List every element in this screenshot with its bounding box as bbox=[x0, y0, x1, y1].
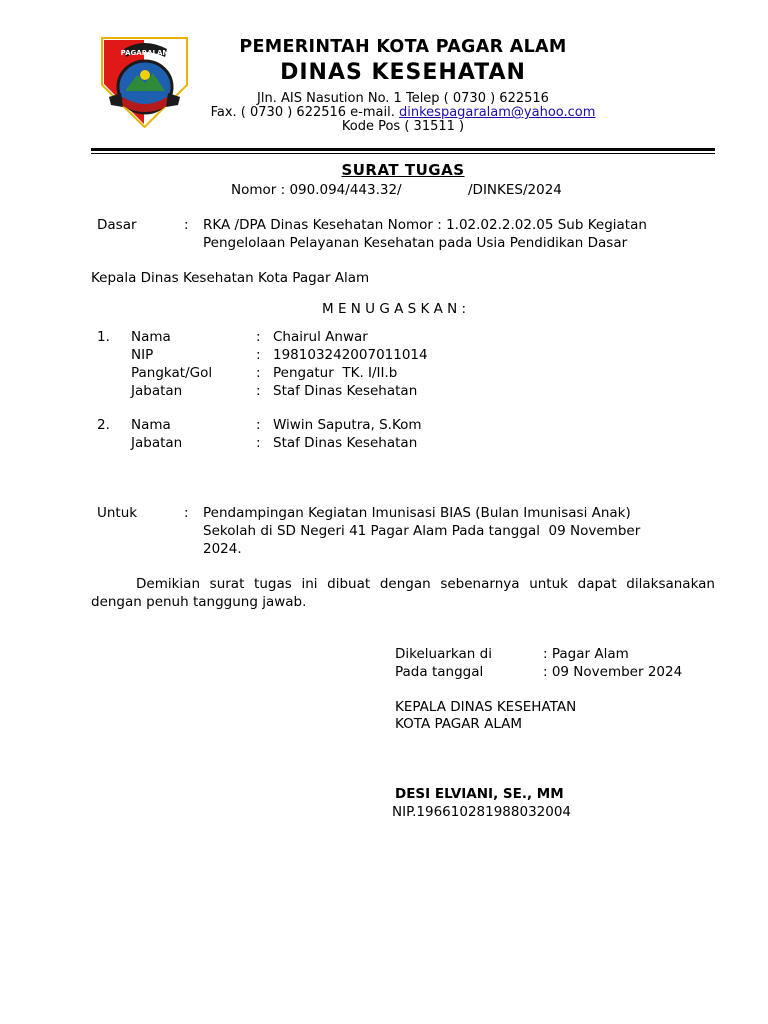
document-number-left: Nomor : 090.094/443.32/ bbox=[231, 182, 402, 198]
person-1-number: 1. bbox=[97, 329, 110, 345]
issued-place-label: Dikeluarkan di bbox=[395, 646, 492, 662]
dasar-label: Dasar bbox=[97, 217, 137, 233]
person-2-name-value: Wiwin Saputra, S.Kom bbox=[273, 417, 422, 433]
person-1-rank-value: Pengatur TK. I/II.b bbox=[273, 365, 398, 381]
issued-date-value: : 09 November 2024 bbox=[543, 664, 683, 680]
untuk-colon: : bbox=[184, 505, 189, 521]
document-number-right: /DINKES/2024 bbox=[468, 182, 562, 198]
signatory-position-1: KEPALA DINAS KESEHATAN bbox=[395, 699, 577, 715]
issued-place-value: : Pagar Alam bbox=[543, 646, 629, 662]
letterhead-fax: Fax. ( 0730 ) 622516 e-mail. bbox=[210, 105, 399, 120]
instruction-heading: M E N U G A S K A N : bbox=[322, 301, 467, 317]
untuk-line-1: Pendampingan Kegiatan Imunisasi BIAS (Bulan Imunisasi Anak) bbox=[203, 505, 631, 521]
person-2-position-colon: : bbox=[256, 435, 261, 451]
person-1-name-label: Nama bbox=[131, 329, 171, 345]
closing-paragraph: Demikian surat tugas ini dibuat dengan sebenarnya untuk dapat dilaksanakan dengan penuh tanggung jawab. bbox=[91, 576, 715, 610]
signatory-name: DESI ELVIANI, SE., MM bbox=[395, 786, 564, 802]
person-1-rank-label: Pangkat/Gol bbox=[131, 365, 213, 381]
person-1-name-colon: : bbox=[256, 329, 261, 345]
person-1-nip-value: 198103242007011014 bbox=[273, 347, 428, 363]
person-2-name-label: Nama bbox=[131, 417, 171, 433]
untuk-line-3: 2024. bbox=[203, 541, 242, 557]
issuer-statement: Kepala Dinas Kesehatan Kota Pagar Alam bbox=[91, 270, 370, 286]
person-2-position-value: Staf Dinas Kesehatan bbox=[273, 435, 418, 451]
person-1-position-label: Jabatan bbox=[131, 383, 183, 399]
person-2-position-label: Jabatan bbox=[131, 435, 183, 451]
dasar-colon: : bbox=[184, 217, 189, 233]
person-2-number: 2. bbox=[97, 417, 110, 433]
letterhead-agency: DINAS KESEHATAN bbox=[280, 60, 526, 85]
dasar-line-2: Pengelolaan Pelayanan Kesehatan pada Usia Pendidikan Dasar bbox=[203, 235, 628, 251]
person-1-nip-label: NIP bbox=[131, 347, 154, 363]
letterhead-divider-thin bbox=[91, 153, 715, 154]
letterhead-email-link[interactable]: dinkespagaralam@yahoo.com bbox=[399, 105, 596, 120]
person-1-rank-colon: : bbox=[256, 365, 261, 381]
dasar-line-1: RKA /DPA Dinas Kesehatan Nomor : 1.02.02.2.02.05 Sub Kegiatan bbox=[203, 217, 647, 233]
untuk-label: Untuk bbox=[97, 505, 138, 521]
letterhead-government: PEMERINTAH KOTA PAGAR ALAM bbox=[239, 37, 567, 57]
letterhead-address: Jln. AIS Nasution No. 1 Telep ( 0730 ) 622516 bbox=[257, 91, 549, 106]
person-1-name-value: Chairul Anwar bbox=[273, 329, 368, 345]
person-1-position-colon: : bbox=[256, 383, 261, 399]
signatory-position-2: KOTA PAGAR ALAM bbox=[395, 716, 523, 732]
person-1-position-value: Staf Dinas Kesehatan bbox=[273, 383, 418, 399]
signatory-nip: NIP.196610281988032004 bbox=[392, 804, 572, 820]
issued-date-label: Pada tanggal bbox=[395, 664, 484, 680]
person-1-nip-colon: : bbox=[256, 347, 261, 363]
letterhead-postal: Kode Pos ( 31511 ) bbox=[341, 119, 465, 134]
svg-text:PAGARALAM: PAGARALAM bbox=[120, 49, 170, 57]
untuk-line-2: Sekolah di SD Negeri 41 Pagar Alam Pada tanggal 09 November bbox=[203, 523, 641, 539]
document-title: SURAT TUGAS bbox=[341, 161, 465, 179]
letterhead-divider-thick bbox=[91, 148, 715, 151]
person-2-name-colon: : bbox=[256, 417, 261, 433]
